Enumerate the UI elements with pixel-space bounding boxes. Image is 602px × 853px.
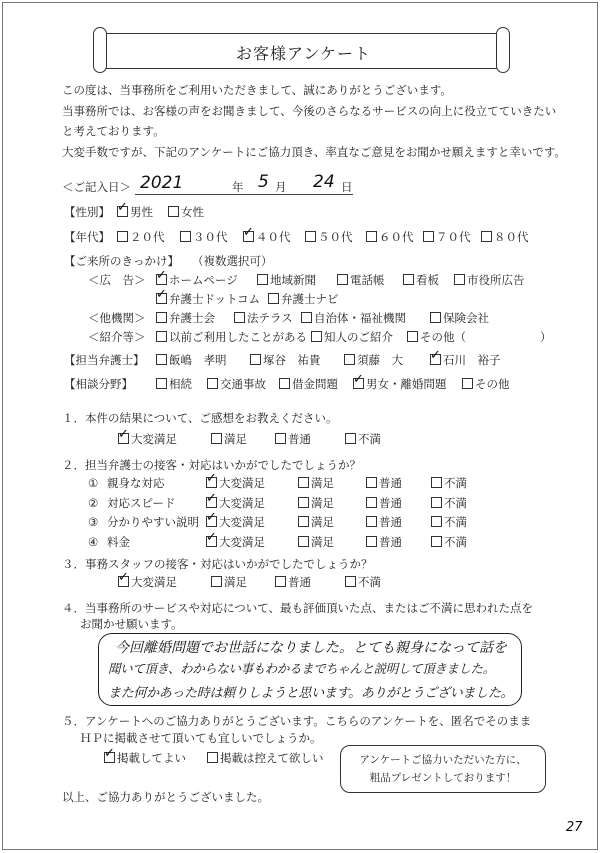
q2-2-neutral[interactable] (366, 496, 402, 510)
q2-question: ２．担当弁護士の接客・対応はいかがでしたでしょうか？ (62, 458, 361, 472)
q2-1-neutral[interactable] (366, 476, 402, 490)
checkbox[interactable] (366, 516, 377, 527)
checkbox[interactable] (211, 433, 222, 444)
date-day-unit: 日 (341, 180, 353, 194)
option-label: 満足 (311, 496, 334, 510)
q2-row-num: ② (88, 496, 99, 510)
page-title: お客様アンケート (236, 44, 372, 63)
prize-notice-box (340, 745, 546, 793)
option-label: 男性 (130, 205, 153, 219)
source-option-municipality[interactable] (301, 311, 406, 325)
checkbox[interactable] (243, 231, 254, 242)
checkbox[interactable] (344, 354, 355, 365)
checkbox[interactable] (430, 354, 441, 365)
q4-answer-line-3: また何かあった時は頼りしようと思います。ありがとうございました。 (108, 686, 514, 701)
checkbox[interactable] (337, 274, 348, 285)
checkbox[interactable] (431, 497, 442, 508)
q2-1-dissatisfied[interactable] (431, 476, 467, 490)
option-label: 不満 (444, 496, 467, 510)
option-label: 須藤 大 (357, 353, 403, 367)
option-label: 法テラス (247, 311, 293, 325)
checkbox[interactable] (298, 477, 309, 488)
option-label: 相続 (169, 377, 192, 391)
checkbox[interactable] (206, 536, 217, 547)
option-label: 弁護士ドットコム (169, 292, 261, 306)
checkbox[interactable] (366, 536, 377, 547)
option-label: 大変満足 (219, 496, 265, 510)
q4-question-line-1: ４．当事務所のサービスや対応について、最も評価頂いた点、またはご不満に思われた点を (62, 601, 534, 615)
q3-question: ３．事務スタッフの接客・対応はいかがでしたでしょうか？ (62, 557, 373, 571)
checkbox[interactable] (305, 231, 316, 242)
checkbox[interactable] (207, 752, 218, 763)
checkbox[interactable] (206, 497, 217, 508)
checkbox[interactable] (366, 497, 377, 508)
option-label: 満足 (311, 515, 334, 529)
q2-row-num: ④ (88, 535, 99, 549)
option-label: 不満 (444, 515, 467, 529)
lawyer-option-tsukaya[interactable] (250, 353, 321, 367)
q2-3-neutral[interactable] (366, 515, 402, 529)
source-option-bengoshi-navi[interactable] (268, 292, 339, 306)
q2-3-very-satisfied[interactable] (206, 515, 265, 529)
intro-line-2: 当事務所では、お客様の声をお聞きまして、今後のさらなるサービスの向上に役立てていきたい (62, 104, 557, 118)
q2-1-satisfied[interactable] (298, 476, 334, 490)
source-option-homepage[interactable] (156, 273, 238, 287)
option-label: 普通 (288, 432, 311, 446)
date-month: 5 (258, 172, 269, 192)
checkbox[interactable] (345, 433, 356, 444)
option-label: ４０代 (256, 230, 291, 244)
option-label: 普通 (288, 575, 311, 589)
q2-1-very-satisfied[interactable] (206, 476, 265, 490)
option-label: 塚谷 祐貴 (263, 353, 321, 367)
checkbox[interactable] (366, 231, 377, 242)
option-label: 不満 (444, 535, 467, 549)
lawyer-option-sudo[interactable] (344, 353, 403, 367)
q1-option-dissatisfied[interactable] (345, 432, 381, 446)
option-label: その他 (475, 377, 510, 391)
option-label: 石川 裕子 (443, 353, 501, 367)
checkbox[interactable] (301, 312, 312, 323)
q2-row-label: 分かりやすい説明 (107, 515, 199, 529)
checkbox[interactable] (298, 516, 309, 527)
checkbox[interactable] (366, 477, 377, 488)
checkbox[interactable] (403, 274, 414, 285)
option-label: 普通 (379, 496, 402, 510)
lawyer-option-iijima[interactable] (156, 353, 227, 367)
checkbox[interactable] (431, 516, 442, 527)
option-label: 女性 (181, 205, 204, 219)
option-label: 満足 (224, 432, 247, 446)
checkbox[interactable] (275, 433, 286, 444)
q2-3-satisfied[interactable] (298, 515, 334, 529)
q2-4-very-satisfied[interactable] (206, 535, 265, 549)
gender-label: 【性別】 (64, 205, 110, 219)
checkbox[interactable] (117, 231, 128, 242)
intro-line-4: 大変手数ですが、下記のアンケートにご協力頂き、率直なご意見をお聞かせ願えますと幸いです。 (62, 145, 566, 159)
source-option-other[interactable] (407, 330, 466, 344)
checkbox[interactable] (431, 477, 442, 488)
source-option-acquaintance[interactable] (311, 330, 393, 344)
age-option-60s[interactable] (366, 230, 414, 244)
field-option-traffic-accident[interactable] (207, 377, 266, 391)
lawyer-option-ishikawa[interactable] (430, 353, 501, 367)
option-label: 掲載してよい (117, 751, 186, 765)
age-option-30s[interactable] (180, 230, 228, 244)
option-label: 地域新聞 (270, 273, 316, 287)
q4-question-line-2: お聞かせ願います。 (80, 617, 183, 631)
source-option-bengoshi-dotcom[interactable] (156, 292, 260, 306)
page-number: 27 (566, 820, 583, 835)
checkbox[interactable] (298, 497, 309, 508)
checkbox[interactable] (168, 206, 179, 217)
age-label: 【年代】 (64, 230, 110, 244)
option-label: ８０代 (494, 230, 529, 244)
field-option-other[interactable] (462, 377, 510, 391)
banner-curl-right (496, 27, 510, 73)
q3-option-satisfied[interactable] (211, 575, 247, 589)
option-label: 不満 (444, 476, 467, 490)
checkbox[interactable] (275, 576, 286, 587)
date-year-unit: 年 (232, 180, 244, 194)
q2-4-dissatisfied[interactable] (431, 535, 467, 549)
option-label: 普通 (379, 476, 402, 490)
checkbox[interactable] (353, 378, 364, 389)
q2-row-num: ① (88, 476, 99, 490)
checkbox[interactable] (156, 293, 167, 304)
option-label: 男女・離婚問題 (366, 377, 447, 391)
source-option-phonebook[interactable] (337, 273, 385, 287)
checkbox[interactable] (430, 312, 441, 323)
q1-question: １．本件の結果について、ご感想をお教えください。 (62, 411, 338, 425)
checkbox[interactable] (311, 331, 322, 342)
checkbox[interactable] (117, 206, 128, 217)
checkbox[interactable] (206, 477, 217, 488)
lawyer-label: 【担当弁護士】 (64, 353, 145, 367)
q1-option-satisfied[interactable] (211, 432, 247, 446)
checkbox[interactable] (345, 576, 356, 587)
option-label: 自治体・福祉機関 (314, 311, 406, 325)
q1-option-neutral[interactable] (275, 432, 311, 446)
checkbox[interactable] (206, 516, 217, 527)
option-label: 満足 (311, 476, 334, 490)
checkbox[interactable] (257, 274, 268, 285)
checkbox[interactable] (423, 231, 434, 242)
q2-row-label: 料金 (107, 535, 130, 549)
checkbox[interactable] (268, 293, 279, 304)
date-day: 24 (313, 172, 335, 192)
q3-option-dissatisfied[interactable] (345, 575, 381, 589)
q2-2-satisfied[interactable] (298, 496, 334, 510)
checkbox[interactable] (118, 433, 129, 444)
source-label: 【ご来所のきっかけ】 (64, 254, 179, 268)
checkbox[interactable] (118, 576, 129, 587)
field-option-inheritance[interactable] (156, 377, 192, 391)
option-label: 満足 (224, 575, 247, 589)
source-option-bar-association[interactable] (156, 311, 215, 325)
source-referral-label: ＜紹介等＞ (88, 330, 146, 344)
option-label: 看板 (416, 273, 439, 287)
checkbox[interactable] (279, 378, 290, 389)
field-option-debt[interactable] (279, 377, 338, 391)
closing-text: 以上、ご協力ありがとうございました。 (62, 790, 269, 804)
age-option-70s[interactable] (423, 230, 471, 244)
option-label: 市役所広告 (467, 273, 525, 287)
checkbox[interactable] (211, 576, 222, 587)
option-label: 満足 (311, 535, 334, 549)
source-note: （複数選択可） (192, 254, 273, 268)
checkbox[interactable] (462, 378, 473, 389)
q4-answer-line-1: 今回離婚問題でお世話になりました。とても親身になって話を (115, 640, 507, 656)
q1-option-very-satisfied[interactable] (118, 432, 177, 446)
checkbox[interactable] (250, 354, 261, 365)
source-option-insurance[interactable] (430, 311, 489, 325)
checkbox[interactable] (207, 378, 218, 389)
source-option-local-paper[interactable] (257, 273, 316, 287)
checkbox[interactable] (234, 312, 245, 323)
checkbox[interactable] (104, 752, 115, 763)
option-label: 弁護士会 (169, 311, 215, 325)
option-label: 保険会社 (443, 311, 489, 325)
q2-4-neutral[interactable] (366, 535, 402, 549)
option-label: 大変満足 (219, 476, 265, 490)
source-option-city-hall-ad[interactable] (454, 273, 525, 287)
checkbox[interactable] (156, 354, 167, 365)
age-option-40s[interactable] (243, 230, 291, 244)
checkbox[interactable] (156, 378, 167, 389)
option-label: 知人のご紹介 (324, 330, 393, 344)
checkbox[interactable] (431, 536, 442, 547)
banner-curl-left (93, 27, 107, 73)
checkbox[interactable] (156, 312, 167, 323)
option-label: ３０代 (193, 230, 228, 244)
date-label: ＜ご記入日＞ (62, 180, 131, 194)
intro-line-1: この度は、当事務所をご利用いただきまして、誠にありがとうございます。 (62, 83, 452, 97)
option-label: 不満 (358, 575, 381, 589)
q5-question-line-1: ５．アンケートへのご協力ありがとうございます。こちらのアンケートを、匿名でそのまま (62, 714, 532, 728)
q3-option-neutral[interactable] (275, 575, 311, 589)
q2-3-dissatisfied[interactable] (431, 515, 467, 529)
option-label: 以前ご利用したことがある (169, 330, 307, 344)
q5-question-line-2: ＨＰに掲載させて頂いても宜しいでしょうか。 (80, 731, 322, 745)
source-other-close: ） (540, 330, 552, 344)
intro-line-3: と考えております。 (62, 124, 165, 138)
q2-2-dissatisfied[interactable] (431, 496, 467, 510)
field-label: 【相談分野】 (64, 377, 133, 391)
option-label: 大変満足 (219, 515, 265, 529)
q2-4-satisfied[interactable] (298, 535, 334, 549)
option-label: 電話帳 (350, 273, 385, 287)
source-other-label: ＜他機関＞ (88, 311, 146, 325)
option-label: ５０代 (318, 230, 353, 244)
q4-answer-line-2: 聞いて頂き、わからない事もわかるまでちゃんと説明して頂きました。 (108, 661, 495, 676)
date-year: 2021 (140, 173, 184, 193)
source-option-signboard[interactable] (403, 273, 439, 287)
gender-option-female[interactable] (168, 205, 204, 219)
option-label: ホームページ (169, 273, 238, 287)
checkbox[interactable] (298, 536, 309, 547)
age-option-50s[interactable] (305, 230, 353, 244)
checkbox[interactable] (407, 331, 418, 342)
checkbox[interactable] (156, 274, 167, 285)
checkbox[interactable] (156, 331, 167, 342)
source-option-houterasu[interactable] (234, 311, 293, 325)
age-option-80s[interactable] (481, 230, 529, 244)
option-label: 掲載は控えて欲しい (220, 751, 324, 765)
q2-row-label: 対応スピード (107, 496, 176, 510)
prize-line-1: アンケートご協力いただいた方に、 (359, 754, 527, 766)
option-label: 弁護士ナビ (281, 292, 339, 306)
source-option-previous-use[interactable] (156, 330, 307, 344)
option-label: 大変満足 (131, 432, 177, 446)
option-label: その他（ (420, 330, 466, 344)
q5-option-ok-to-post[interactable] (104, 751, 186, 765)
checkbox[interactable] (454, 274, 465, 285)
option-label: ２０代 (130, 230, 165, 244)
checkbox[interactable] (180, 231, 191, 242)
date-underline (135, 194, 353, 195)
date-month-unit: 月 (275, 180, 287, 194)
q2-row-num: ③ (88, 515, 99, 529)
q5-option-do-not-post[interactable] (207, 751, 324, 765)
option-label: 大変満足 (219, 535, 265, 549)
q2-row-label: 親身な対応 (107, 476, 165, 490)
option-label: ７０代 (436, 230, 471, 244)
gender-option-male[interactable] (117, 205, 153, 219)
option-label: 借金問題 (292, 377, 338, 391)
source-ad-label: ＜広 告＞ (88, 273, 146, 287)
option-label: 飯嶋 孝明 (169, 353, 227, 367)
option-label: 大変満足 (131, 575, 177, 589)
option-label: ６０代 (379, 230, 414, 244)
option-label: 不満 (358, 432, 381, 446)
q3-option-very-satisfied[interactable] (118, 575, 177, 589)
prize-line-2: 粗品プレゼントしております！ (369, 772, 517, 784)
q2-2-very-satisfied[interactable] (206, 496, 265, 510)
option-label: 交通事故 (220, 377, 266, 391)
option-label: 普通 (379, 535, 402, 549)
option-label: 普通 (379, 515, 402, 529)
checkbox[interactable] (481, 231, 492, 242)
field-option-divorce[interactable] (353, 377, 447, 391)
age-option-20s[interactable] (117, 230, 165, 244)
